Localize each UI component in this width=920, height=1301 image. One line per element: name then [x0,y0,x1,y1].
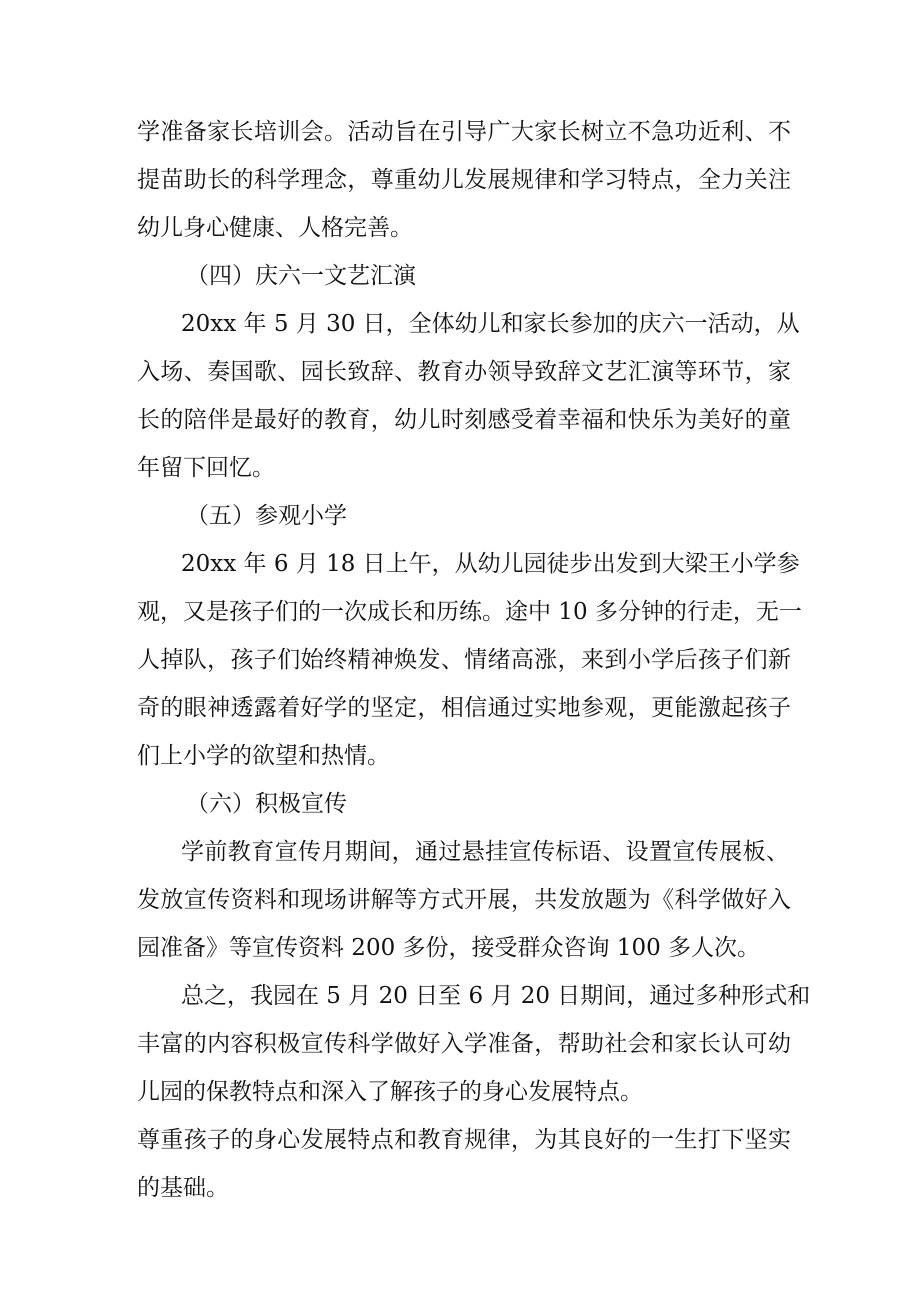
text-line: 提苗助长的科学理念，尊重幼儿发展规律和学习特点，全力关注 [137,167,791,193]
text-line: 总之，我园在 5 月 20 日至 6 月 20 日期间，通过多种形式和 [181,983,811,1009]
text-line: 年留下回忆。 [137,455,275,481]
text-line: 20xx 年 6 月 18 日上午，从幼儿园徒步出发到大梁王小学参 [181,551,800,577]
section-heading: （六）积极宣传 [186,791,347,817]
text-line: 发放宣传资料和现场讲解等方式开展，共发放题为《科学做好入 [137,887,791,913]
text-line: 学前教育宣传月期间，通过悬挂宣传标语、设置宣传展板、 [181,839,789,865]
text-line: 园准备》等宣传资料 200 多份，接受群众咨询 100 多人次。 [137,935,761,961]
text-line: 幼儿身心健康、人格完善。 [137,215,413,241]
text-line: 人掉队，孩子们始终精神焕发、情绪高涨，来到小学后孩子们新 [137,647,791,673]
text-line: 们上小学的欲望和热情。 [137,743,390,769]
text-line: 入场、奏国歌、园长致辞、教育办领导致辞文艺汇演等环节，家 [137,359,791,385]
section-heading: （四）庆六一文艺汇演 [186,263,416,289]
text-line: 奇的眼神透露着好学的坚定，相信通过实地参观，更能激起孩子 [137,695,791,721]
text-line: 丰富的内容积极宣传科学做好入学准备，帮助社会和家长认可幼 [137,1031,791,1057]
text-line: 学准备家长培训会。活动旨在引导广大家长树立不急功近利、不 [137,119,791,145]
text-line: 儿园的保教特点和深入了解孩子的身心发展特点。 [137,1079,643,1105]
text-line: 尊重孩子的身心发展特点和教育规律，为其良好的一生打下坚实 [137,1127,791,1153]
text-line: 观，又是孩子们的一次成长和历练。途中 10 多分钟的行走，无一 [137,599,802,625]
text-line: 长的陪伴是最好的教育，幼儿时刻感受着幸福和快乐为美好的童 [137,407,791,433]
section-heading: （五）参观小学 [186,503,347,529]
text-line: 的基础。 [137,1175,229,1201]
text-line: 20xx 年 5 月 30 日，全体幼儿和家长参加的庆六一活动，从 [181,311,800,337]
